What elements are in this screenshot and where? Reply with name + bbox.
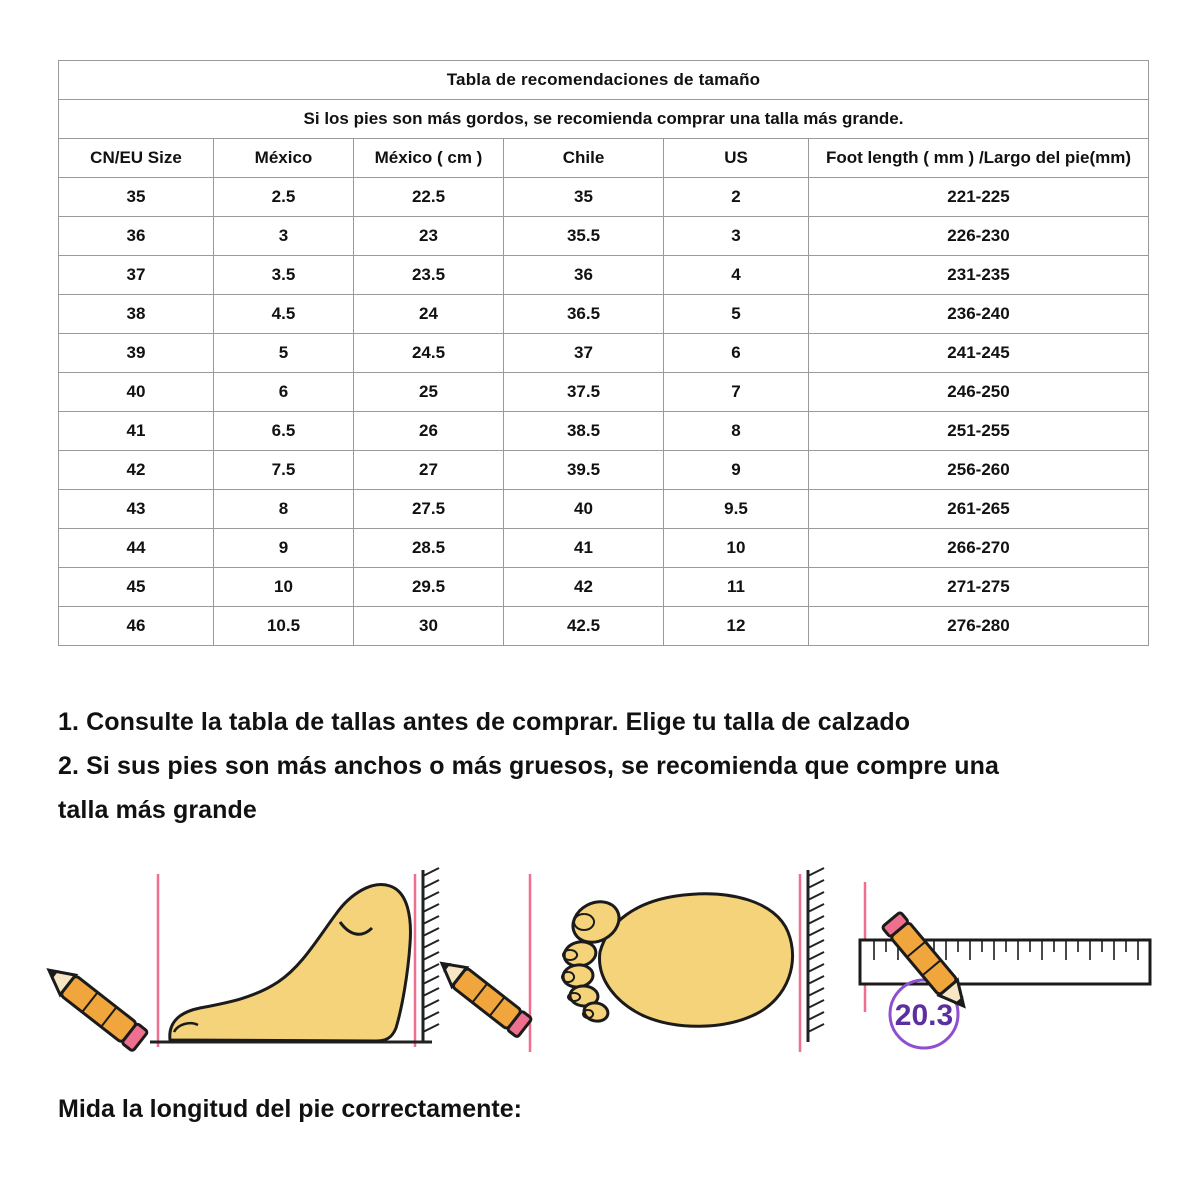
cell-mexico-cm: 29.5: [354, 568, 504, 607]
cell-us: 10: [664, 529, 809, 568]
table-row: [59, 568, 1149, 607]
table-row: [59, 178, 1149, 217]
cell-foot-length: 241-245: [809, 334, 1149, 373]
cell-cn-eu: 44: [59, 529, 214, 568]
size-table: [58, 60, 1149, 646]
cell-us: 5: [664, 295, 809, 334]
cell-us: 7: [664, 373, 809, 412]
cell-chile: 40: [504, 490, 664, 529]
cell-us: 9.5: [664, 490, 809, 529]
cell-mexico: 7.5: [214, 451, 354, 490]
cell-mexico-cm: 23: [354, 217, 504, 256]
pencil-icon-top: [435, 954, 533, 1038]
cell-chile: 39.5: [504, 451, 664, 490]
cell-chile: 42: [504, 568, 664, 607]
table-row: [59, 373, 1149, 412]
cell-cn-eu: 41: [59, 412, 214, 451]
cell-mexico: 6: [214, 373, 354, 412]
table-row: [59, 295, 1149, 334]
column-header-mexico: México: [214, 139, 354, 178]
table-subtitle: Si los pies son más gordos, se recomienda comprar una talla más grande.: [59, 100, 1149, 139]
cell-mexico-cm: 30: [354, 607, 504, 646]
cell-chile: 37.5: [504, 373, 664, 412]
cell-chile: 35.5: [504, 217, 664, 256]
cell-chile: 35: [504, 178, 664, 217]
cell-mexico-cm: 22.5: [354, 178, 504, 217]
cell-mexico: 3.5: [214, 256, 354, 295]
cell-foot-length: 221-225: [809, 178, 1149, 217]
cell-mexico: 4.5: [214, 295, 354, 334]
cell-mexico: 2.5: [214, 178, 354, 217]
cell-us: 4: [664, 256, 809, 295]
cell-us: 9: [664, 451, 809, 490]
cell-cn-eu: 39: [59, 334, 214, 373]
cell-chile: 41: [504, 529, 664, 568]
cell-us: 6: [664, 334, 809, 373]
cell-cn-eu: 37: [59, 256, 214, 295]
cell-foot-length: 226-230: [809, 217, 1149, 256]
cell-cn-eu: 36: [59, 217, 214, 256]
cell-mexico: 10.5: [214, 607, 354, 646]
cell-mexico: 5: [214, 334, 354, 373]
cell-cn-eu: 43: [59, 490, 214, 529]
cell-chile: 42.5: [504, 607, 664, 646]
cell-foot-length: 236-240: [809, 295, 1149, 334]
instruction-line-1: 1. Consulte la tabla de tallas antes de comprar. Elige tu talla de calzado: [58, 708, 911, 736]
cell-mexico-cm: 24: [354, 295, 504, 334]
cell-chile: 38.5: [504, 412, 664, 451]
table-title: Tabla de recomendaciones de tamaño: [59, 61, 1149, 100]
cell-us: 8: [664, 412, 809, 451]
cell-us: 12: [664, 607, 809, 646]
cell-foot-length: 246-250: [809, 373, 1149, 412]
column-header-cn-eu: CN/EU Size: [59, 139, 214, 178]
table-row: [59, 334, 1149, 373]
cell-mexico-cm: 25: [354, 373, 504, 412]
cell-cn-eu: 38: [59, 295, 214, 334]
column-header-chile: Chile: [504, 139, 664, 178]
column-header-mexico-cm: México ( cm ): [354, 139, 504, 178]
cell-mexico: 8: [214, 490, 354, 529]
cell-foot-length: 251-255: [809, 412, 1149, 451]
table-row: [59, 256, 1149, 295]
measure-caption: Mida la longitud del pie correctamente:: [58, 1095, 522, 1123]
cell-cn-eu: 46: [59, 607, 214, 646]
cell-us: 11: [664, 568, 809, 607]
table-row: [59, 217, 1149, 256]
cell-foot-length: 271-275: [809, 568, 1149, 607]
cell-cn-eu: 45: [59, 568, 214, 607]
cell-chile: 36: [504, 256, 664, 295]
cell-foot-length: 256-260: [809, 451, 1149, 490]
table-subtitle-row: [59, 100, 1149, 139]
illustration-ruler: [860, 882, 1150, 1048]
cell-mexico-cm: 24.5: [354, 334, 504, 373]
cell-foot-length: 231-235: [809, 256, 1149, 295]
instructions-block: [58, 700, 1168, 832]
table-row: [59, 451, 1149, 490]
cell-mexico-cm: 27: [354, 451, 504, 490]
cell-mexico: 10: [214, 568, 354, 607]
cell-mexico: 6.5: [214, 412, 354, 451]
table-row: [59, 607, 1149, 646]
table-title-row: [59, 61, 1149, 100]
table-row: [59, 490, 1149, 529]
table-row: [59, 412, 1149, 451]
foot-measurement-illustrations: [40, 862, 1160, 1092]
cell-foot-length: 276-280: [809, 607, 1149, 646]
cell-chile: 37: [504, 334, 664, 373]
cell-us: 3: [664, 217, 809, 256]
illustration-top-foot: [530, 868, 824, 1052]
column-header-foot-length: Foot length ( mm ) /Largo del pie(mm): [809, 139, 1149, 178]
cell-us: 2: [664, 178, 809, 217]
cell-mexico-cm: 23.5: [354, 256, 504, 295]
table-header-row: [59, 139, 1149, 178]
table-row: [59, 529, 1149, 568]
illustration-side-foot: [150, 868, 439, 1047]
ruler-measurement-value: 20.3: [894, 999, 954, 1032]
instruction-line-2: 2. Si sus pies son más anchos o más gruesos, se recomienda que compre una: [58, 752, 999, 780]
cell-mexico-cm: 26: [354, 412, 504, 451]
cell-mexico: 9: [214, 529, 354, 568]
cell-chile: 36.5: [504, 295, 664, 334]
pencil-icon-side: [41, 960, 148, 1051]
cell-mexico-cm: 28.5: [354, 529, 504, 568]
cell-mexico-cm: 27.5: [354, 490, 504, 529]
instruction-line-3: talla más grande: [58, 796, 257, 824]
column-header-us: US: [664, 139, 809, 178]
cell-cn-eu: 40: [59, 373, 214, 412]
cell-cn-eu: 35: [59, 178, 214, 217]
cell-mexico: 3: [214, 217, 354, 256]
size-table-container: [58, 60, 1148, 646]
cell-cn-eu: 42: [59, 451, 214, 490]
cell-foot-length: 266-270: [809, 529, 1149, 568]
cell-foot-length: 261-265: [809, 490, 1149, 529]
